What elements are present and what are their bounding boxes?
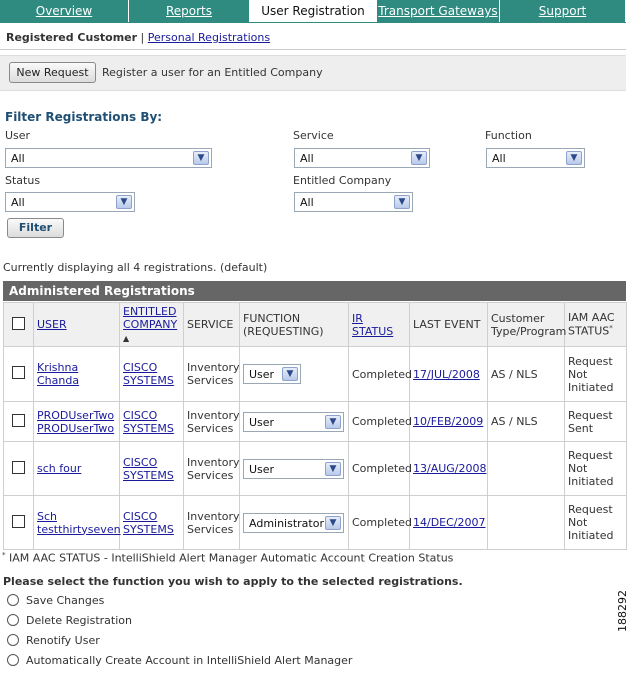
function-filter-value: All <box>492 152 506 165</box>
tab-support[interactable]: Support <box>500 0 626 22</box>
chevron-down-icon: ▼ <box>394 195 410 209</box>
chevron-down-icon: ▼ <box>193 151 209 165</box>
top-tabs <box>0 0 626 22</box>
company-link[interactable]: CISCO SYSTEMS <box>123 509 174 536</box>
divider <box>0 49 626 50</box>
user-filter-label: User <box>5 129 31 142</box>
function-select[interactable]: Administrator ▼ <box>243 513 344 533</box>
status-filter-value: All <box>11 196 25 209</box>
company-link[interactable]: CISCO SYSTEMS <box>123 361 174 387</box>
option-save-changes[interactable]: Save Changes <box>7 590 352 610</box>
col-iam-status: IAM AAC STATUS* <box>565 303 627 347</box>
ir-status-cell: Completed <box>349 496 410 550</box>
table-row <box>4 402 627 442</box>
iam-status-cell: Request Sent <box>565 402 627 442</box>
customer-type-cell: AS / NLS <box>488 402 565 442</box>
subnav-current: Registered Customer <box>6 31 138 44</box>
table-row <box>4 347 627 402</box>
table-header-row <box>4 303 627 347</box>
function-select[interactable]: User ▼ <box>243 459 344 479</box>
tab-transport-gateways[interactable]: Transport Gateways <box>377 0 500 22</box>
action-options <box>7 590 352 670</box>
new-request-bar <box>0 55 626 91</box>
tab-overview[interactable]: Overview <box>0 0 129 22</box>
subnav-separator: | <box>140 31 145 44</box>
iam-status-cell: Request Not Initiated <box>565 496 627 550</box>
row-checkbox[interactable] <box>12 461 25 474</box>
new-request-button[interactable]: New Request <box>9 62 96 83</box>
service-filter-value: All <box>300 152 314 165</box>
new-request-description: Register a user for an Entitled Company <box>102 66 323 79</box>
company-link[interactable]: CISCO SYSTEMS <box>123 455 174 482</box>
filter-title: Filter Registrations By: <box>5 110 163 124</box>
col-service: SERVICE <box>184 303 240 347</box>
ir-status-cell: Completed <box>349 347 410 402</box>
service-cell: Inventory Services <box>184 496 240 550</box>
registrations-table <box>3 302 627 550</box>
function-select[interactable]: User ▼ <box>243 412 344 432</box>
row-checkbox[interactable] <box>12 515 25 528</box>
ir-status-cell: Completed <box>349 442 410 496</box>
tab-user-registration[interactable]: User Registration <box>250 0 377 22</box>
customer-type-cell <box>488 442 565 496</box>
sort-company-link[interactable]: ENTITLED COMPANY <box>123 305 178 331</box>
company-filter-select[interactable] <box>294 192 413 212</box>
option-delete-registration[interactable]: Delete Registration <box>7 610 352 630</box>
ir-status-cell: Completed <box>349 402 410 442</box>
chevron-down-icon: ▼ <box>411 151 427 165</box>
iam-status-cell: Request Not Initiated <box>565 442 627 496</box>
service-filter-select[interactable] <box>294 148 430 168</box>
function-filter-label: Function <box>485 129 532 142</box>
iam-status-cell: Request Not Initiated <box>565 347 627 402</box>
chevron-down-icon: ▼ <box>116 195 132 209</box>
sort-ascending-icon: ▲ <box>123 334 130 343</box>
sort-user-link[interactable]: USER <box>37 318 67 331</box>
table-row <box>4 496 627 550</box>
user-filter-select[interactable] <box>5 148 212 168</box>
service-cell: Inventory Services <box>184 402 240 442</box>
last-event-link[interactable]: 10/FEB/2009 <box>413 415 484 428</box>
radio-button[interactable] <box>7 634 19 646</box>
last-event-link[interactable]: 14/DEC/2007 <box>413 516 486 529</box>
company-link[interactable]: CISCO SYSTEMS <box>123 408 174 435</box>
function-filter-select[interactable] <box>486 148 585 168</box>
user-filter-value: All <box>11 152 25 165</box>
iam-footnote: * IAM AAC STATUS - IntelliShield Alert Manager Automatic Account Creation Status <box>2 551 454 565</box>
chevron-down-icon: ▼ <box>325 516 341 530</box>
action-prompt: Please select the function you wish to apply to the selected registrations. <box>3 575 463 588</box>
table-row <box>4 442 627 496</box>
option-renotify-user[interactable]: Renotify User <box>7 630 352 650</box>
last-event-link[interactable]: 17/JUL/2008 <box>413 367 480 381</box>
user-link[interactable]: PRODUserTwo PRODUserTwo <box>37 408 115 435</box>
service-cell: Inventory Services <box>184 442 240 496</box>
company-filter-value: All <box>300 196 314 209</box>
table-title: Administered Registrations <box>3 281 626 301</box>
row-checkbox[interactable] <box>12 366 25 379</box>
user-link[interactable]: Krishna Chanda <box>37 361 80 387</box>
customer-type-cell: AS / NLS <box>488 347 565 402</box>
chevron-down-icon: ▼ <box>282 367 298 381</box>
chevron-down-icon: ▼ <box>325 462 341 476</box>
sort-ir-status-link[interactable]: IR STATUS <box>352 311 394 338</box>
row-checkbox[interactable] <box>12 414 25 427</box>
personal-registrations-link[interactable]: Personal Registrations <box>147 31 271 44</box>
user-link[interactable]: Sch testthirtyseven <box>37 509 121 536</box>
status-filter-label: Status <box>5 174 41 187</box>
tab-reports[interactable]: Reports <box>129 0 250 22</box>
customer-type-cell <box>488 496 565 550</box>
option-auto-create-account[interactable]: Automatically Create Account in IntelliShield Alert Manager <box>7 650 352 670</box>
service-cell: Inventory Services <box>184 347 240 402</box>
filter-button[interactable]: Filter <box>7 218 64 238</box>
company-filter-label: Entitled Company <box>293 174 392 187</box>
radio-button[interactable] <box>7 594 19 606</box>
status-filter-select[interactable] <box>5 192 135 212</box>
chevron-down-icon: ▼ <box>325 415 341 429</box>
user-link[interactable]: sch four <box>37 462 82 475</box>
col-function: FUNCTION (REQUESTING) <box>240 303 349 347</box>
display-count-text: Currently displaying all 4 registrations. (default) <box>3 261 268 274</box>
chevron-down-icon: ▼ <box>566 151 582 165</box>
tab-rule <box>0 22 626 23</box>
col-customer-type: Customer Type/Program <box>488 303 565 347</box>
figure-id: 188292 <box>616 590 629 632</box>
radio-button[interactable] <box>7 614 19 626</box>
function-select[interactable]: User ▼ <box>243 364 301 384</box>
subnav <box>6 31 270 44</box>
radio-button[interactable] <box>7 654 19 666</box>
col-last-event: LAST EVENT <box>410 303 488 347</box>
last-event-link[interactable]: 13/AUG/2008 <box>413 462 487 475</box>
service-filter-label: Service <box>293 129 334 142</box>
select-all-checkbox[interactable] <box>12 317 25 330</box>
